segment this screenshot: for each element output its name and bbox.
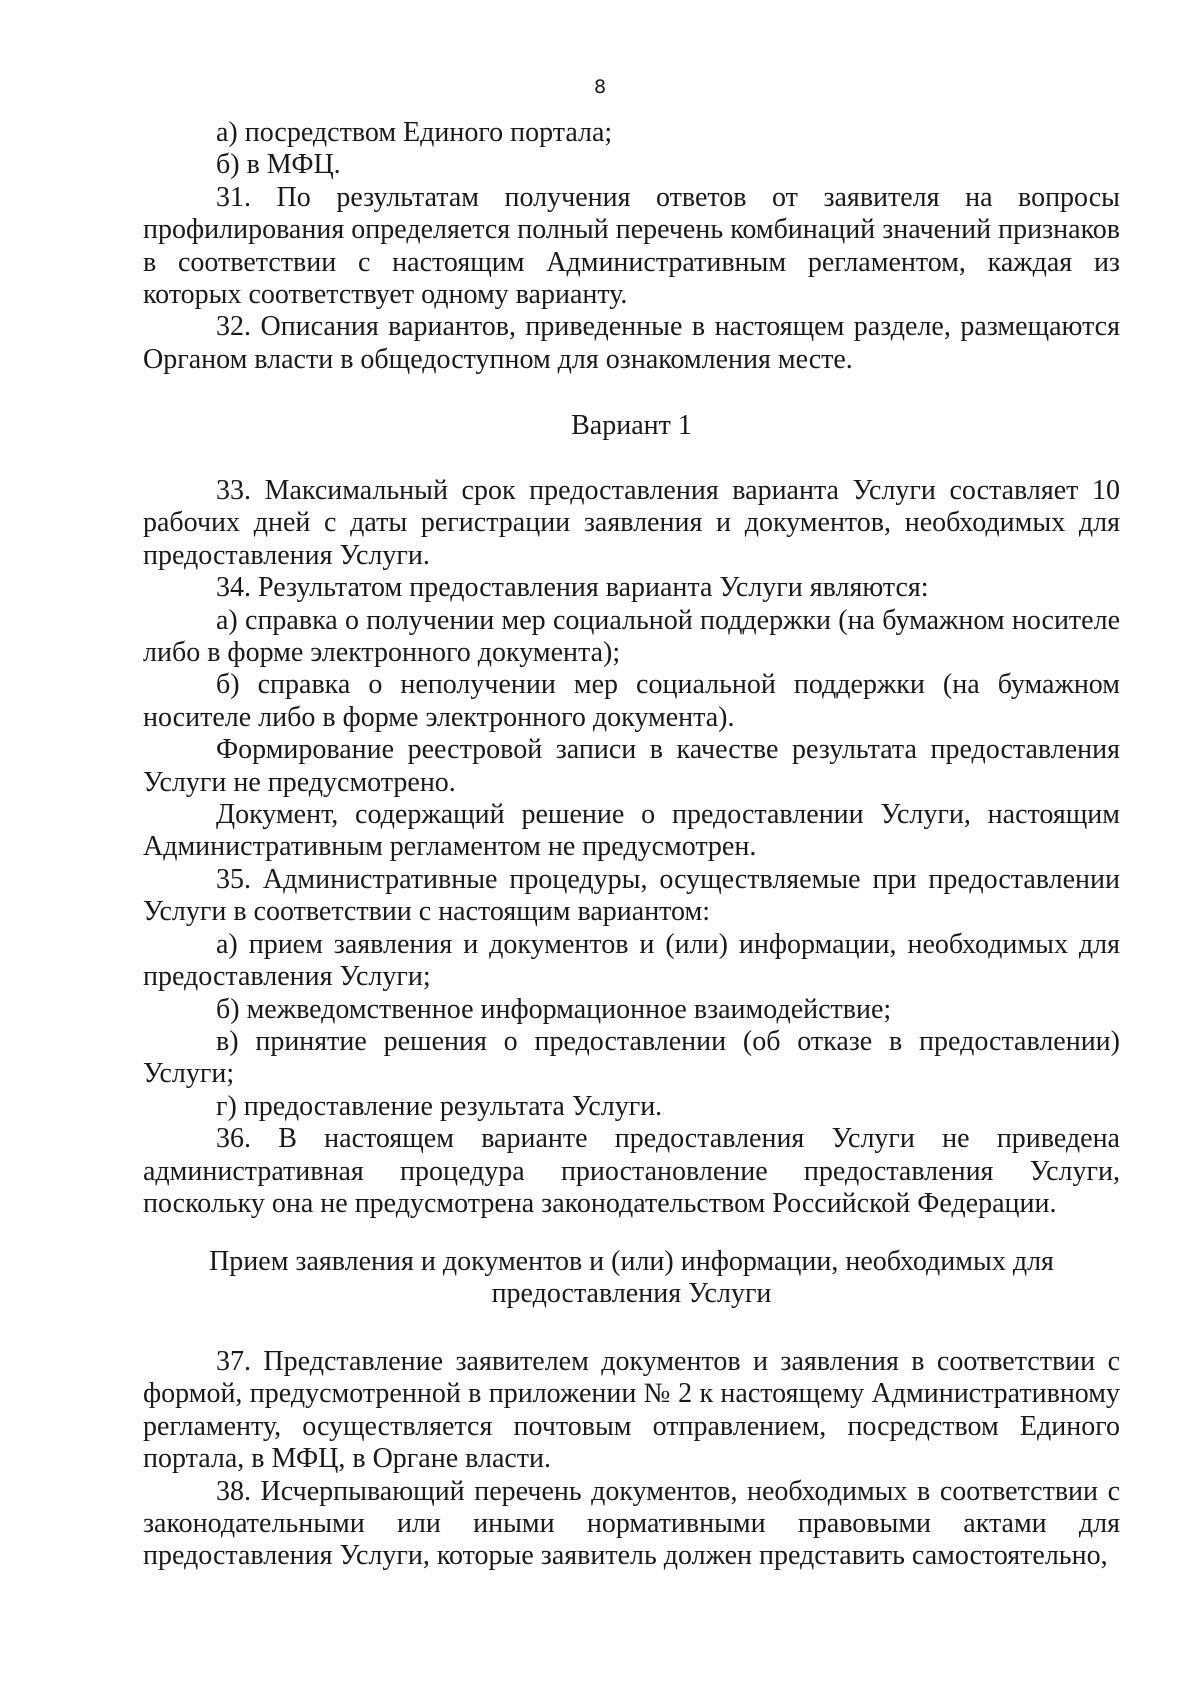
page-number: 8: [593, 76, 607, 98]
paragraph-33: 33. Максимальный срок предоставления варианта Услуги составляет 10 рабочих дней с даты регистрации заявления и документов, необходимых для предоставления Услуги.: [143, 475, 1120, 571]
paragraph-35-b: б) межведомственное информационное взаимодействие;: [216, 993, 892, 1025]
paragraph-31: 31. По результатам получения ответов от заявителя на вопросы профилирования определяется полный перечень комбинаций значений признаков в соответствии с настоящим Административным регламентом, каждая из которых соответствует одному варианту.: [143, 181, 1120, 311]
paragraph-b-mfc: б) в МФЦ.: [216, 149, 341, 181]
paragraph-34: 34. Результатом предоставления варианта Услуги являются:: [216, 572, 929, 604]
text-block-reception: [143, 1346, 1120, 1573]
text-block-intro: [143, 117, 1120, 376]
section-heading-reception: [143, 1246, 1120, 1311]
paragraph-registry-record: Формирование реестровой записи в качестве результата предоставления Услуги не предусмотрено.: [143, 734, 1120, 798]
paragraph-38: 38. Исчерпывающий перечень документов, необходимых в соответствии с законодательными или иными нормативными правовыми актами для предоставления Услуги, которые заявитель должен представить самостоятельно,: [143, 1475, 1120, 1572]
section-heading-variant: [143, 410, 1120, 442]
heading-reception-line-2: предоставления Услуги: [491, 1278, 772, 1310]
text-block-variant: [143, 475, 1120, 1220]
heading-reception-line-1: Прием заявления и документов и (или) информации, необходимых для: [209, 1246, 1054, 1277]
paragraph-35-v: в) принятие решения о предоставлении (об отказе в предоставлении) Услуги;: [143, 1025, 1120, 1090]
paragraph-34-b: б) справка о неполучении мер социальной поддержки (на бумажном носителе либо в форме электронного документа).: [143, 669, 1120, 733]
paragraph-34-a: а) справка о получении мер социальной поддержки (на бумажном носителе либо в форме электронного документа);: [143, 604, 1120, 669]
paragraph-32: 32. Описания вариантов, приведенные в настоящем разделе, размещаются Органом власти в общедоступном для ознакомления месте.: [143, 311, 1120, 375]
paragraph-35: 35. Административные процедуры, осуществляемые при предоставлении Услуги в соответствии с настоящим вариантом:: [143, 863, 1120, 928]
paragraph-36: 36. В настоящем варианте предоставления Услуги не приведена административная процедура приостановление предоставления Услуги, поскольку она не предусмотрена законодательством Российской Федерации.: [143, 1123, 1120, 1219]
paragraph-35-a: а) прием заявления и документов и (или) информации, необходимых для предоставления Услуги;: [143, 928, 1120, 993]
heading-variant-1: Вариант 1: [571, 410, 692, 441]
paragraph-decision-document: Документ, содержащий решение о предоставлении Услуги, настоящим Административным регламентом не предусмотрен.: [143, 799, 1120, 863]
paragraph-a-portal: а) посредством Единого портала;: [216, 117, 613, 148]
paragraph-35-g: г) предоставление результата Услуги.: [216, 1090, 663, 1122]
paragraph-37: 37. Представление заявителем документов и заявления в соответствии с формой, предусмотренной в приложении № 2 к настоящему Административному регламенту, осуществляется почтовым отправлением, посредством Единого портала, в МФЦ, в Органе власти.: [143, 1346, 1120, 1475]
